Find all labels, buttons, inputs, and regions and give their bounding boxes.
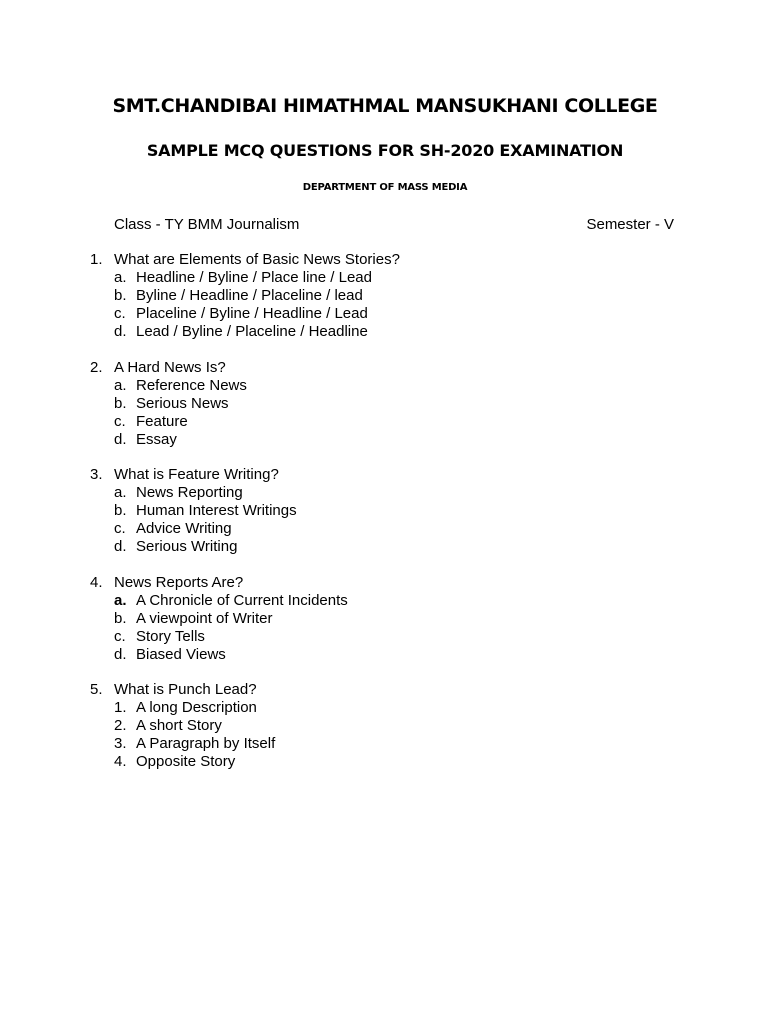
- option-text: A long Description: [136, 699, 257, 717]
- option-item: [90, 610, 710, 628]
- option-marker: d.: [114, 323, 127, 340]
- option-item: [90, 377, 710, 395]
- option-marker: c.: [114, 412, 126, 430]
- question-1: [90, 251, 710, 341]
- option-marker: d.: [114, 645, 127, 663]
- option-marker: b.: [114, 394, 127, 412]
- option-text: Opposite Story: [136, 753, 236, 771]
- department-heading: DEPARTMENT OF MASS MEDIA: [302, 182, 468, 193]
- option-text: Lead / Byline / Placeline / Headline: [136, 323, 368, 340]
- option-marker: 4.: [114, 753, 127, 771]
- option-marker: c.: [114, 305, 126, 322]
- option-text: Feature: [136, 412, 188, 430]
- option-text: Essay: [136, 430, 177, 448]
- question-number: 3.: [90, 466, 103, 484]
- option-text: Advice Writing: [136, 520, 232, 538]
- option-item: [90, 323, 710, 341]
- option-text: Story Tells: [136, 627, 205, 645]
- option-item: [90, 502, 710, 520]
- option-marker: 1.: [114, 699, 127, 717]
- option-item: [90, 699, 710, 717]
- option-marker: b.: [114, 287, 127, 304]
- option-text: A viewpoint of Writer: [136, 609, 273, 627]
- option-item: [90, 538, 710, 556]
- class-label: Class - TY BMM Journalism: [114, 216, 300, 233]
- option-text: Serious Writing: [136, 538, 238, 556]
- question-2: [90, 359, 710, 449]
- question-text: A Hard News Is?: [114, 358, 226, 376]
- option-item: [90, 753, 710, 771]
- college-title: SMT.CHANDIBAI HIMATHMAL MANSUKHANI COLLEGE: [112, 95, 658, 117]
- option-item: [90, 305, 710, 323]
- question-text: What is Feature Writing?: [114, 466, 279, 484]
- option-item: [90, 431, 710, 449]
- option-marker: d.: [114, 538, 127, 556]
- exam-title: SAMPLE MCQ QUESTIONS FOR SH-2020 EXAMINATION: [146, 141, 624, 160]
- option-item: [90, 646, 710, 664]
- option-marker: a.: [114, 591, 127, 609]
- question-number: 1.: [90, 251, 103, 268]
- option-item: [90, 484, 710, 502]
- option-item: [90, 717, 710, 735]
- question-text: What is Punch Lead?: [114, 681, 257, 699]
- option-item: [90, 520, 710, 538]
- question-3: [90, 466, 710, 556]
- option-text: A Chronicle of Current Incidents: [136, 591, 348, 609]
- question-5: [90, 681, 710, 771]
- question-number: 5.: [90, 681, 103, 699]
- question-text: News Reports Are?: [114, 573, 244, 591]
- option-text: A short Story: [136, 717, 222, 735]
- option-marker: c.: [114, 520, 126, 538]
- question-4: [90, 574, 710, 664]
- question-list: [90, 251, 710, 789]
- question-text: What are Elements of Basic News Stories?: [114, 251, 400, 268]
- option-item: [90, 413, 710, 431]
- option-item: [90, 269, 710, 287]
- semester-label: Semester - V: [586, 216, 674, 233]
- option-item: [90, 287, 710, 305]
- option-text: Reference News: [136, 376, 247, 394]
- option-marker: 3.: [114, 735, 127, 753]
- option-item: [90, 628, 710, 646]
- option-text: Serious News: [136, 394, 229, 412]
- option-text: A Paragraph by Itself: [136, 735, 276, 753]
- option-item: [90, 395, 710, 413]
- option-text: Placeline / Byline / Headline / Lead: [136, 305, 368, 322]
- option-marker: c.: [114, 627, 126, 645]
- option-marker: d.: [114, 430, 127, 448]
- option-text: News Reporting: [136, 484, 243, 502]
- option-marker: a.: [114, 269, 127, 286]
- question-number: 2.: [90, 358, 103, 376]
- option-marker: a.: [114, 484, 127, 502]
- option-marker: 2.: [114, 717, 127, 735]
- option-text: Biased Views: [136, 645, 226, 663]
- option-text: Human Interest Writings: [136, 502, 297, 520]
- question-number: 4.: [90, 573, 103, 591]
- option-item: [90, 592, 710, 610]
- option-text: Headline / Byline / Place line / Lead: [136, 269, 372, 286]
- option-text: Byline / Headline / Placeline / lead: [136, 287, 363, 304]
- option-marker: b.: [114, 609, 127, 627]
- option-marker: b.: [114, 502, 127, 520]
- option-marker: a.: [114, 376, 127, 394]
- option-item: [90, 735, 710, 753]
